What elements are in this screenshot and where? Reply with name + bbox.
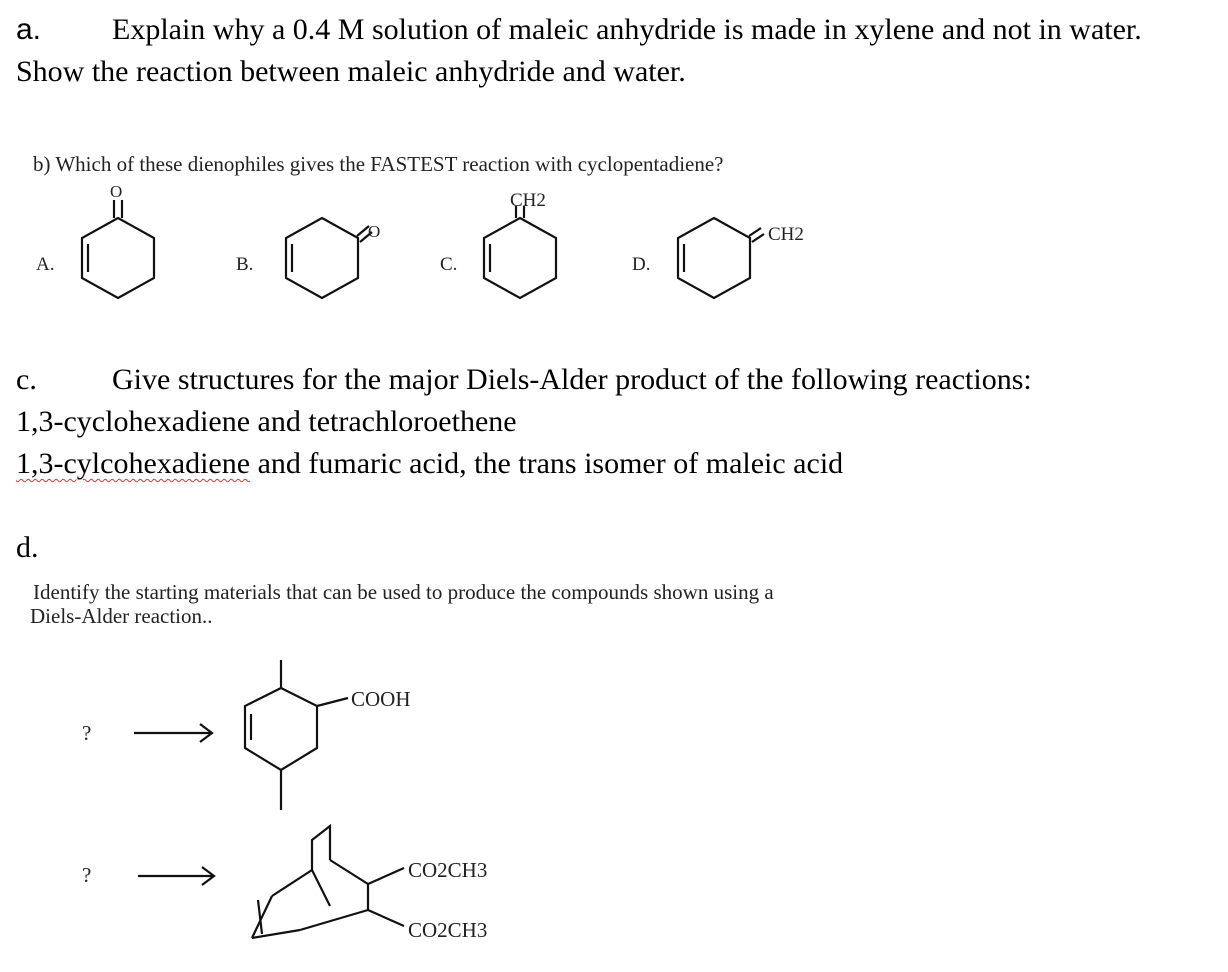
misspelled-word: 1,3-cylcohexadiene (16, 447, 251, 480)
bicyclic-bridge-top (312, 826, 330, 870)
methylene-d-2 (752, 234, 764, 242)
bicyclic-right-upper (330, 860, 368, 884)
option-b-label: B. (236, 254, 254, 275)
part-c-line2: 1,3-cyclohexadiene and tetrachloroethene (16, 405, 517, 438)
part-a-letter: a. (16, 13, 42, 46)
part-c-line1: Give structures for the major Diels-Alder product of the following reactions: (112, 363, 1032, 396)
part-a-line2: Show the reaction between maleic anhydride and water. (16, 55, 686, 88)
unknown-reactant-1: ? (82, 721, 92, 745)
oxygen-b: O (368, 222, 381, 241)
ring-b (286, 218, 358, 298)
part-d-line2: Diels-Alder reaction.. (30, 604, 213, 628)
option-a-label: A. (36, 254, 55, 275)
ch2-d: CH2 (768, 224, 804, 245)
part-b-question: b) Which of these dienophiles gives the FASTEST reaction with cyclopentadiene? (33, 152, 724, 176)
part-a-line1: Explain why a 0.4 M solution of maleic anhydride is made in xylene and not in water. (112, 13, 1142, 46)
reaction-1 (82, 660, 411, 810)
structure-a (36, 182, 154, 298)
ester-2-label: CO2CH3 (408, 918, 488, 942)
option-d-label: D. (632, 254, 651, 275)
part-d-letter: d. (16, 531, 39, 564)
ester-2-bond (368, 910, 404, 926)
structure-b (236, 218, 380, 298)
ester-1-bond (368, 868, 404, 884)
oxygen-a: O (110, 182, 123, 201)
unknown-reactant-2: ? (82, 863, 92, 887)
part-c-letter: c. (16, 363, 37, 396)
bicyclic-middle (312, 870, 330, 906)
ring-a (82, 218, 154, 298)
methylene-d-1 (749, 228, 761, 236)
bicyclic-left-upper (272, 870, 312, 896)
ring-d (678, 218, 750, 298)
reaction-2 (82, 826, 487, 942)
part-d-line1: Identify the starting materials that can be used to produce the compounds shown using a (33, 580, 774, 604)
structure-c (440, 190, 556, 298)
bicyclic-right-lower (300, 910, 368, 930)
ester-1-label: CO2CH3 (408, 858, 488, 882)
ch2-c: CH2 (510, 190, 546, 211)
structure-d (632, 218, 804, 298)
product-1-acid-bond (317, 698, 348, 706)
option-c-label: C. (440, 254, 458, 275)
ring-c (484, 218, 556, 298)
part-c-line3-rest: and fumaric acid, the trans isomer of maleic acid (250, 447, 844, 480)
cooh-label: COOH (351, 687, 411, 711)
product-1-ring (245, 688, 317, 770)
bicyclic-bottom (252, 930, 300, 938)
